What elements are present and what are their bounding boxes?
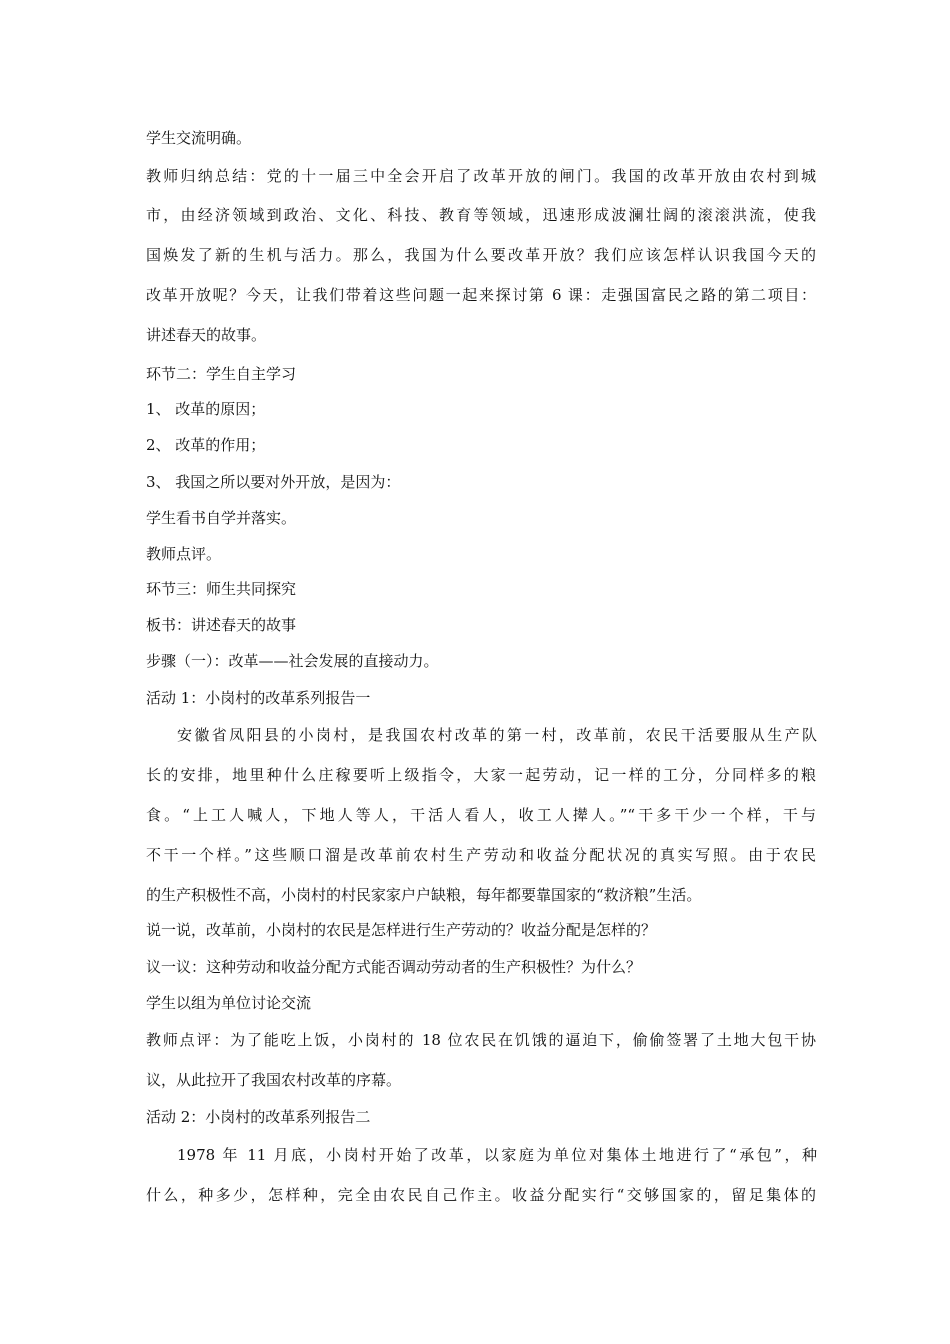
paragraph-line: 板书：讲述春天的故事 — [146, 616, 297, 634]
paragraph-line: 教师点评。 — [146, 545, 222, 563]
paragraph-line: 教师归纳总结：党的十一届三中全会开启了改革开放的闸门。我国的改革开放由农村到城 — [146, 167, 816, 185]
paragraph-line: 1978 年 11 月底，小岗村开始了改革，以家庭为单位对集体土地进行了“承包”，种 — [177, 1146, 817, 1164]
paragraph-line: 市，由经济领域到政治、文化、科技、教育等领域，迅速形成波澜壮阔的滚滚洪流，使我 — [146, 206, 816, 224]
activity-heading: 活动 2：小岗村的改革系列报告二 — [146, 1108, 371, 1126]
list-item: 1、 改革的原因； — [146, 400, 266, 418]
paragraph-line: 学生交流明确。 — [146, 129, 252, 147]
paragraph-line: 学生以组为单位讨论交流 — [146, 994, 312, 1012]
paragraph-line: 不干一个样。”这些顺口溜是改革前农村生产劳动和收益分配状况的真实写照。由于农民 — [146, 846, 816, 864]
paragraph-line: 改革开放呢？今天，让我们带着这些问题一起来探讨第 6 课：走强国富民之路的第二项目： — [146, 286, 816, 304]
paragraph-line: 教师点评：为了能吃上饭，小岗村的 18 位农民在饥饿的逼迫下，偷偷签署了土地大包干协 — [146, 1031, 816, 1049]
paragraph-line: 步骤（一）：改革——社会发展的直接动力。 — [146, 652, 439, 670]
paragraph-line: 安徽省凤阳县的小岗村，是我国农村改革的第一村，改革前，农民干活要服从生产队 — [177, 726, 817, 744]
section-heading: 环节二：学生自主学习 — [146, 365, 297, 383]
activity-heading: 活动 1：小岗村的改革系列报告一 — [146, 689, 371, 707]
paragraph-line: 国焕发了新的生机与活力。那么，我国为什么要改革开放？我们应该怎样认识我国今天的 — [146, 246, 816, 264]
paragraph-line: 什么，种多少，怎样种，完全由农民自己作主。收益分配实行“交够国家的，留足集体的 — [146, 1186, 816, 1204]
paragraph-line: 长的安排，地里种什么庄稼要听上级指令，大家一起劳动，记一样的工分，分同样多的粮 — [146, 766, 816, 784]
paragraph-line: 食。“上工人喊人，下地人等人，干活人看人，收工人撵人。”“干多干少一个样，干与 — [146, 806, 816, 824]
paragraph-line: 的生产积极性不高，小岗村的村民家家户户缺粮，每年都要靠国家的“救济粮”生活。 — [146, 886, 702, 904]
paragraph-line: 学生看书自学并落实。 — [146, 509, 297, 527]
paragraph-line: 说一说，改革前，小岗村的农民是怎样进行生产劳动的？收益分配是怎样的？ — [146, 921, 657, 939]
section-heading: 环节三：师生共同探究 — [146, 580, 297, 598]
list-item: 3、 我国之所以要对外开放，是因为： — [146, 473, 401, 491]
paragraph-line: 讲述春天的故事。 — [146, 326, 267, 344]
list-item: 2、 改革的作用； — [146, 436, 266, 454]
paragraph-line: 议一议：这种劳动和收益分配方式能否调动劳动者的生产积极性？为什么？ — [146, 958, 642, 976]
paragraph-line: 议，从此拉开了我国农村改革的序幕。 — [146, 1071, 402, 1089]
